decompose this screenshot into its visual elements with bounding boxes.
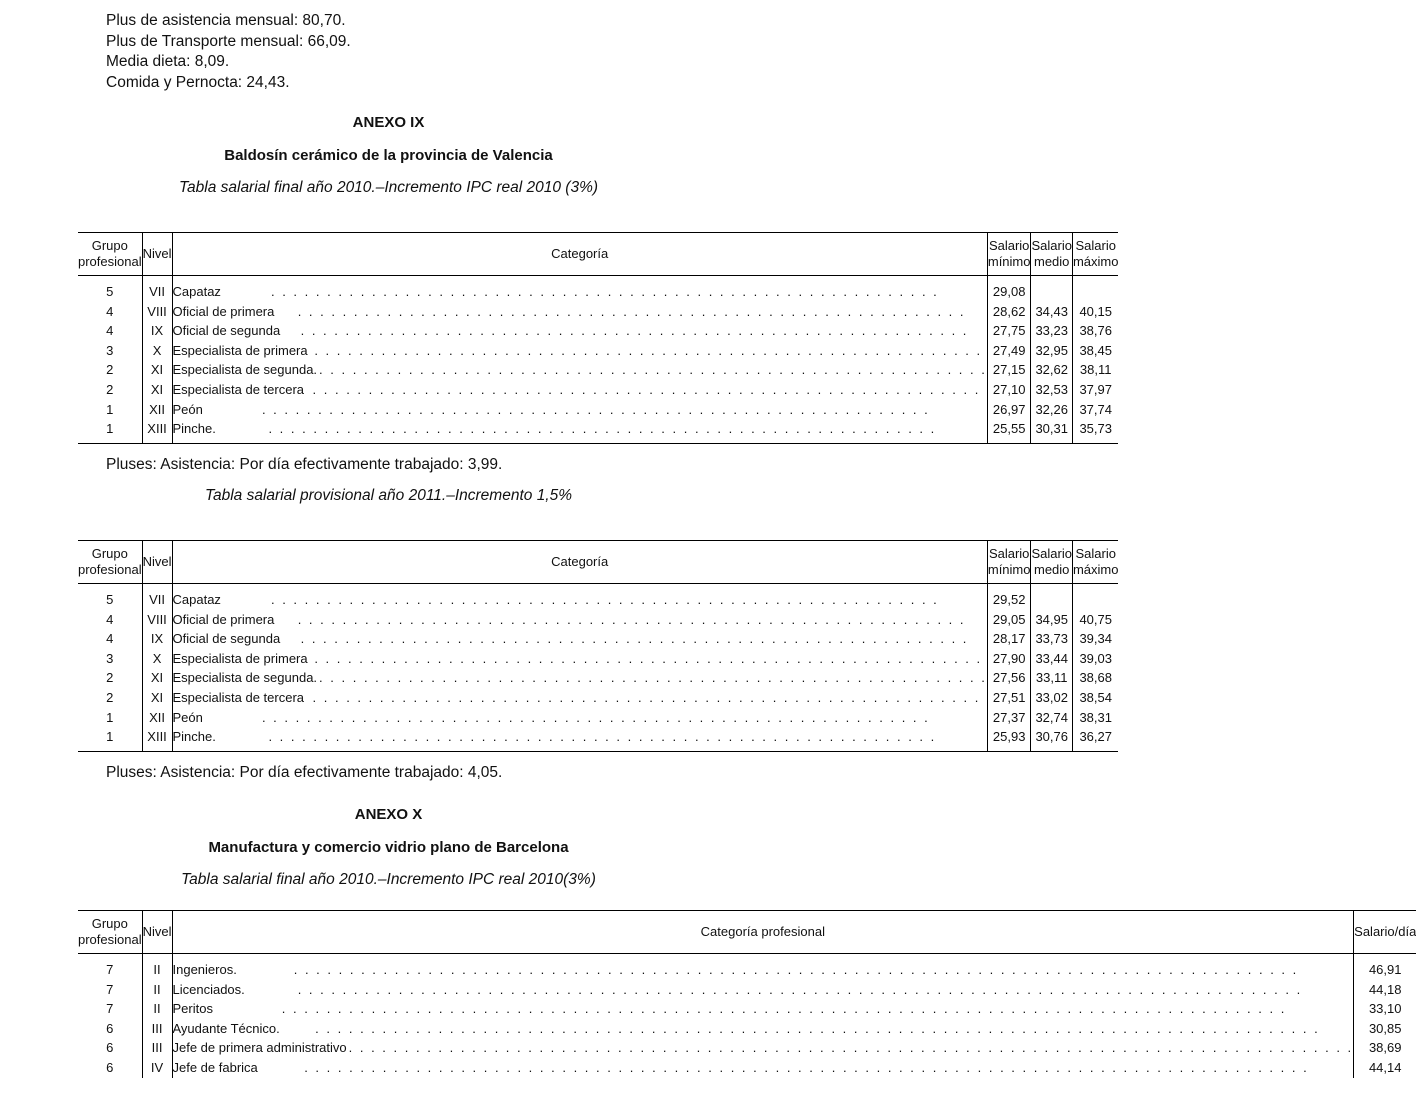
cell-salario-maximo: 40,15 [1072, 302, 1118, 322]
header-salario-dia: Salario/día [1354, 911, 1416, 954]
cell-salario-medio: 33,02 [1031, 688, 1072, 708]
cell-salario-medio: 32,74 [1031, 708, 1072, 728]
categoria-name: Especialista de primera [172, 650, 308, 666]
annex-x-heading: ANEXO X [354, 806, 423, 823]
dot-leader: . . . . . . . . . . . . . . . . . . . . . . . . . . . . . . . . . . . . . . . . . . . . . . . . . . . . . . . . . . . . . . . . . . . . . . . . . . . . . . . . . . . . . . . . . . [297, 981, 1303, 997]
categoria-name: Ayudante Técnico. [172, 1020, 280, 1036]
table-row [78, 1058, 1416, 1078]
cell-categoria [172, 727, 987, 751]
cell-nivel: VII [142, 584, 172, 610]
cell-salario-medio [1031, 584, 1072, 610]
cell-grupo: 4 [106, 323, 114, 339]
dot-leader: . . . . . . . . . . . . . . . . . . . . . . . . . . . . . . . . . . . . . . . . . . . . . . . . . . . . . . . . . . . . [270, 284, 939, 299]
header-salario-minimo: Salario mínimo [987, 541, 1031, 584]
table-row [78, 341, 1118, 361]
cell-nivel: IX [142, 629, 172, 649]
cell-categoria [172, 708, 987, 728]
categoria-wrap [173, 341, 987, 361]
categoria-wrap [173, 999, 1354, 1019]
cell-nivel: III [142, 1038, 172, 1058]
cell-nivel: II [142, 999, 172, 1019]
cell-grupo: 4 [106, 611, 114, 627]
categoria-name: Jefe de primera administrativo [172, 1040, 347, 1056]
cell-salario-maximo: 38,76 [1072, 321, 1118, 341]
categoria-name: Peritos [172, 1001, 213, 1017]
categoria-wrap [173, 688, 987, 708]
salary-table-2010 [78, 232, 1118, 444]
cell-categoria [172, 668, 987, 688]
categoria-wrap [173, 960, 1354, 980]
cell-grupo: 7 [106, 1001, 114, 1017]
cell-grupo: 1 [106, 709, 114, 725]
cell-salario-maximo: 39,34 [1072, 629, 1118, 649]
cell-categoria [172, 688, 987, 708]
cell-categoria-profesional [172, 1019, 1354, 1039]
cell-salario-medio: 30,31 [1031, 419, 1072, 443]
cell-grupo: 7 [106, 981, 114, 997]
table-row [78, 321, 1118, 341]
dot-leader: . . . . . . . . . . . . . . . . . . . . . . . . . . . . . . . . . . . . . . . . . . . . . . . . . . . . . . . . . . . . [314, 650, 983, 666]
categoria-name: Especialista de tercera [172, 689, 305, 705]
dot-leader: . . . . . . . . . . . . . . . . . . . . . . . . . . . . . . . . . . . . . . . . . . . . . . . . . . . . . . . . . . . . [300, 631, 969, 647]
table-row [78, 954, 1416, 980]
table-body [78, 954, 1416, 1078]
cell-grupo: 1 [78, 727, 142, 751]
table-body [78, 584, 1118, 752]
intro-line: Plus de Transporte mensual: 66,09. [106, 32, 351, 50]
header-nivel: Nivel [142, 911, 172, 954]
cell-categoria [172, 276, 987, 302]
categoria-wrap [173, 980, 1354, 1000]
header-salario-maximo: Salario máximo [1072, 233, 1118, 276]
cell-categoria [172, 400, 987, 420]
categoria-name: Pinche. [172, 421, 216, 437]
header-categoria-profesional: Categoría profesional [172, 911, 1354, 954]
annex-x-subtitle: Manufactura y comercio vidrio plano de Barcelona [208, 839, 569, 856]
table2-pluses: Pluses: Asistencia: Por día efectivamente trabajado: 4,05. [106, 764, 503, 781]
cell-salario-maximo: 35,73 [1072, 419, 1118, 443]
cell-salario-maximo: 36,27 [1072, 727, 1118, 751]
cell-salario-maximo [1072, 584, 1118, 610]
categoria-wrap [173, 610, 987, 630]
cell-grupo: 2 [106, 670, 114, 686]
categoria-wrap [173, 360, 987, 380]
table-row [78, 360, 1118, 380]
table-row [78, 688, 1118, 708]
cell-salario-medio: 32,95 [1031, 341, 1072, 361]
categoria-wrap [173, 1038, 1354, 1058]
cell-nivel: VIII [142, 302, 172, 322]
cell-grupo: 3 [106, 342, 114, 358]
table-row [78, 727, 1118, 751]
cell-salario-minimo: 26,97 [987, 400, 1031, 420]
cell-salario-maximo: 39,03 [1072, 649, 1118, 669]
dot-leader: . . . . . . . . . . . . . . . . . . . . . . . . . . . . . . . . . . . . . . . . . . . . . . . . . . . . . . . . . . . . [312, 689, 981, 705]
intro-line: Media dieta: 8,09. [106, 53, 230, 70]
cell-salario-dia: 46,91 [1354, 954, 1416, 980]
categoria-name: Capataz [172, 592, 221, 607]
cell-categoria [172, 629, 987, 649]
table1-pluses: Pluses: Asistencia: Por día efectivamente trabajado: 3,99. [106, 456, 503, 473]
cell-nivel: XI [142, 360, 172, 380]
cell-salario-minimo: 27,90 [987, 649, 1031, 669]
dot-leader: . . . . . . . . . . . . . . . . . . . . . . . . . . . . . . . . . . . . . . . . . . . . . . . . . . . . . . . . . . . . . . . . . . . . . . . . . . . . . . . . . . . . . . . . . . [281, 1001, 1287, 1017]
dot-leader: . . . . . . . . . . . . . . . . . . . . . . . . . . . . . . . . . . . . . . . . . . . . . . . . . . . . . . . . . . . . [314, 342, 983, 358]
cell-grupo: 5 [106, 284, 114, 299]
categoria-name: Oficial de segunda [172, 631, 281, 647]
cell-salario-medio: 33,11 [1031, 668, 1072, 688]
cell-salario-dia: 44,14 [1354, 1058, 1416, 1078]
cell-salario-medio [1031, 276, 1072, 302]
cell-salario-minimo: 27,10 [987, 380, 1031, 400]
categoria-wrap [173, 419, 987, 439]
cell-salario-dia: 30,85 [1354, 1019, 1416, 1039]
table-row [78, 649, 1118, 669]
cell-salario-minimo: 29,52 [987, 584, 1031, 610]
dot-leader: . . . . . . . . . . . . . . . . . . . . . . . . . . . . . . . . . . . . . . . . . . . . . . . . . . . . . . . . . . . . [312, 381, 981, 397]
categoria-wrap [173, 282, 987, 302]
salary-table-2011 [78, 540, 1118, 752]
cell-nivel: XI [142, 668, 172, 688]
cell-salario-minimo: 27,15 [987, 360, 1031, 380]
cell-grupo: 6 [106, 1059, 114, 1075]
cell-salario-dia: 33,10 [1354, 999, 1416, 1019]
cell-salario-maximo: 37,74 [1072, 400, 1118, 420]
cell-grupo: 5 [106, 592, 114, 607]
categoria-name: Pinche. [172, 729, 216, 745]
cell-salario-maximo: 37,97 [1072, 380, 1118, 400]
dot-leader: . . . . . . . . . . . . . . . . . . . . . . . . . . . . . . . . . . . . . . . . . . . . . . . . . . . . . . . . . . . . [319, 362, 987, 378]
categoria-name: Especialista de primera [172, 342, 308, 358]
cell-salario-minimo: 27,56 [987, 668, 1031, 688]
categoria-name: Especialista de segunda. [172, 670, 318, 686]
table-body [78, 276, 1118, 444]
cell-salario-minimo: 25,93 [987, 727, 1031, 751]
table1-caption: Tabla salarial final año 2010.–Incremento IPC real 2010 (3%) [178, 179, 599, 196]
categoria-wrap [173, 380, 987, 400]
cell-grupo: 1 [78, 419, 142, 443]
dot-leader: . . . . . . . . . . . . . . . . . . . . . . . . . . . . . . . . . . . . . . . . . . . . . . . . . . . . . . . . . . . . . . . . . . . . . . . . . . . . . . . . . . . . . . . . . . [315, 1020, 1320, 1036]
cell-nivel: III [142, 1019, 172, 1039]
cell-categoria-profesional [172, 1038, 1354, 1058]
table3-caption: Tabla salarial final año 2010.–Incremento IPC real 2010(3%) [181, 871, 596, 888]
table-row [78, 400, 1118, 420]
categoria-wrap [173, 629, 987, 649]
categoria-name: Peón [172, 709, 203, 725]
table-row [78, 584, 1118, 610]
dot-leader: . . . . . . . . . . . . . . . . . . . . . . . . . . . . . . . . . . . . . . . . . . . . . . . . . . . . . . . . . . . . [319, 670, 987, 686]
cell-salario-medio: 34,95 [1031, 610, 1072, 630]
cell-nivel: II [142, 954, 172, 980]
cell-grupo: 1 [106, 401, 114, 417]
dot-leader: . . . . . . . . . . . . . . . . . . . . . . . . . . . . . . . . . . . . . . . . . . . . . . . . . . . . . . . . . . . . . . . . . . . . . . . . . . . . . . . . . . . . . . . . . . [348, 1040, 1354, 1056]
intro-plus-list [106, 11, 351, 93]
categoria-name: Jefe de fabrica [172, 1059, 258, 1075]
dot-leader: . . . . . . . . . . . . . . . . . . . . . . . . . . . . . . . . . . . . . . . . . . . . . . . . . . . . . . . . . . . . [297, 611, 966, 627]
cell-categoria [172, 321, 987, 341]
categoria-name: Oficial de primera [172, 303, 275, 319]
cell-nivel: XI [142, 688, 172, 708]
cell-salario-minimo: 27,51 [987, 688, 1031, 708]
cell-salario-minimo: 29,08 [987, 276, 1031, 302]
cell-nivel: VII [142, 276, 172, 302]
cell-categoria [172, 649, 987, 669]
cell-grupo: 6 [106, 1020, 114, 1036]
dot-leader: . . . . . . . . . . . . . . . . . . . . . . . . . . . . . . . . . . . . . . . . . . . . . . . . . . . . . . . . . . . . [261, 401, 930, 417]
cell-grupo: 4 [106, 631, 114, 647]
cell-salario-medio: 33,73 [1031, 629, 1072, 649]
table-row [78, 419, 1118, 443]
categoria-wrap [173, 321, 987, 341]
dot-leader: . . . . . . . . . . . . . . . . . . . . . . . . . . . . . . . . . . . . . . . . . . . . . . . . . . . . . . . . . . . . . . . . . . . . . . . . . . . . . . . . . . . . . . . . . . [293, 962, 1299, 977]
cell-grupo: 2 [106, 362, 114, 378]
categoria-name: Capataz [172, 284, 221, 299]
table-row [78, 276, 1118, 302]
cell-categoria-profesional [172, 999, 1354, 1019]
cell-salario-minimo: 28,62 [987, 302, 1031, 322]
cell-nivel: IX [142, 321, 172, 341]
cell-categoria [172, 360, 987, 380]
cell-salario-minimo: 25,55 [987, 419, 1031, 443]
cell-grupo: 7 [106, 962, 114, 977]
cell-nivel: XIII [142, 727, 172, 751]
cell-salario-medio: 33,23 [1031, 321, 1072, 341]
cell-salario-medio: 30,76 [1031, 727, 1072, 751]
categoria-wrap [173, 727, 987, 747]
categoria-name: Licenciados. [172, 981, 245, 997]
categoria-name: Especialista de segunda. [172, 362, 318, 378]
cell-grupo: 3 [106, 650, 114, 666]
cell-salario-medio: 32,62 [1031, 360, 1072, 380]
header-salario-medio: Salario medio [1031, 541, 1072, 584]
dot-leader: . . . . . . . . . . . . . . . . . . . . . . . . . . . . . . . . . . . . . . . . . . . . . . . . . . . . . . . . . . . . [300, 323, 969, 339]
categoria-wrap [173, 1019, 1354, 1039]
categoria-name: Oficial de segunda [172, 323, 281, 339]
categoria-wrap [173, 302, 987, 322]
cell-nivel: X [142, 649, 172, 669]
cell-salario-minimo: 29,05 [987, 610, 1031, 630]
intro-line: Plus de asistencia mensual: 80,70. [106, 12, 346, 29]
categoria-wrap [173, 590, 987, 610]
cell-salario-maximo: 38,68 [1072, 668, 1118, 688]
categoria-wrap [173, 649, 987, 669]
cell-nivel: II [142, 980, 172, 1000]
dot-leader: . . . . . . . . . . . . . . . . . . . . . . . . . . . . . . . . . . . . . . . . . . . . . . . . . . . . . . . . . . . . [261, 709, 930, 725]
cell-salario-medio: 34,43 [1031, 302, 1072, 322]
header-nivel: Nivel [142, 541, 172, 584]
table-row [78, 302, 1118, 322]
cell-salario-minimo: 27,75 [987, 321, 1031, 341]
salary-table-vidrio [78, 910, 1416, 1078]
cell-categoria [172, 419, 987, 443]
cell-salario-medio: 33,44 [1031, 649, 1072, 669]
categoria-wrap [173, 668, 987, 688]
cell-nivel: XIII [142, 419, 172, 443]
table2-caption: Tabla salarial provisional año 2011.–Incremento 1,5% [204, 487, 573, 504]
cell-salario-maximo: 40,75 [1072, 610, 1118, 630]
dot-leader: . . . . . . . . . . . . . . . . . . . . . . . . . . . . . . . . . . . . . . . . . . . . . . . . . . . . . . . . . . . . [268, 421, 937, 437]
cell-nivel: VIII [142, 610, 172, 630]
table-row [78, 980, 1416, 1000]
cell-categoria [172, 302, 987, 322]
header-grupo: Grupo profesional [78, 233, 142, 276]
cell-salario-medio: 32,53 [1031, 380, 1072, 400]
categoria-wrap [173, 1058, 1354, 1078]
cell-grupo: 2 [106, 689, 114, 705]
table-row [78, 629, 1118, 649]
cell-salario-maximo: 38,11 [1072, 360, 1118, 380]
table-row [78, 380, 1118, 400]
cell-nivel: X [142, 341, 172, 361]
cell-salario-maximo [1072, 276, 1118, 302]
cell-salario-minimo: 27,37 [987, 708, 1031, 728]
cell-salario-maximo: 38,31 [1072, 708, 1118, 728]
table-row [78, 1038, 1416, 1058]
header-salario-maximo: Salario máximo [1072, 541, 1118, 584]
cell-categoria-profesional [172, 954, 1354, 980]
annex-ix-subtitle: Baldosín cerámico de la provincia de Valencia [224, 147, 553, 164]
annex-ix-heading: ANEXO IX [352, 114, 425, 131]
categoria-name: Peón [172, 401, 203, 417]
cell-categoria [172, 610, 987, 630]
intro-line: Comida y Pernocta: 24,43. [106, 73, 290, 91]
cell-categoria [172, 341, 987, 361]
cell-salario-minimo: 27,49 [987, 341, 1031, 361]
header-salario-minimo: Salario mínimo [987, 233, 1031, 276]
cell-salario-minimo: 28,17 [987, 629, 1031, 649]
categoria-wrap [173, 708, 987, 728]
cell-nivel: XII [142, 708, 172, 728]
header-salario-medio: Salario medio [1031, 233, 1072, 276]
table-row [78, 610, 1118, 630]
cell-categoria [172, 584, 987, 610]
categoria-name: Oficial de primera [172, 611, 275, 627]
dot-leader: . . . . . . . . . . . . . . . . . . . . . . . . . . . . . . . . . . . . . . . . . . . . . . . . . . . . . . . . . . . . [270, 592, 939, 607]
cell-salario-dia: 44,18 [1354, 980, 1416, 1000]
cell-nivel: XI [142, 380, 172, 400]
table-row [78, 1019, 1416, 1039]
dot-leader: . . . . . . . . . . . . . . . . . . . . . . . . . . . . . . . . . . . . . . . . . . . . . . . . . . . . . . . . . . . . . . . . . . . . . . . . . . . . . . . . . . . . . . . . . . [304, 1059, 1309, 1075]
cell-grupo: 2 [106, 381, 114, 397]
cell-salario-medio: 32,26 [1031, 400, 1072, 420]
cell-salario-maximo: 38,45 [1072, 341, 1118, 361]
cell-categoria-profesional [172, 1058, 1354, 1078]
table-row [78, 708, 1118, 728]
table-row [78, 999, 1416, 1019]
categoria-wrap [173, 400, 987, 420]
cell-categoria-profesional [172, 980, 1354, 1000]
cell-grupo: 4 [106, 303, 114, 319]
cell-salario-dia: 38,69 [1354, 1038, 1416, 1058]
dot-leader: . . . . . . . . . . . . . . . . . . . . . . . . . . . . . . . . . . . . . . . . . . . . . . . . . . . . . . . . . . . . [268, 729, 937, 745]
header-nivel: Nivel [142, 233, 172, 276]
categoria-name: Especialista de tercera [172, 381, 305, 397]
table-row [78, 668, 1118, 688]
cell-nivel: IV [142, 1058, 172, 1078]
cell-salario-maximo: 38,54 [1072, 688, 1118, 708]
cell-nivel: XII [142, 400, 172, 420]
header-grupo: Grupo profesional [78, 541, 142, 584]
dot-leader: . . . . . . . . . . . . . . . . . . . . . . . . . . . . . . . . . . . . . . . . . . . . . . . . . . . . . . . . . . . . [297, 303, 966, 319]
header-categoria: Categoría [172, 233, 987, 276]
cell-grupo: 6 [106, 1040, 114, 1056]
cell-categoria [172, 380, 987, 400]
header-grupo: Grupo profesional [78, 911, 142, 954]
header-categoria: Categoría [172, 541, 987, 584]
categoria-name: Ingenieros. [172, 962, 237, 977]
